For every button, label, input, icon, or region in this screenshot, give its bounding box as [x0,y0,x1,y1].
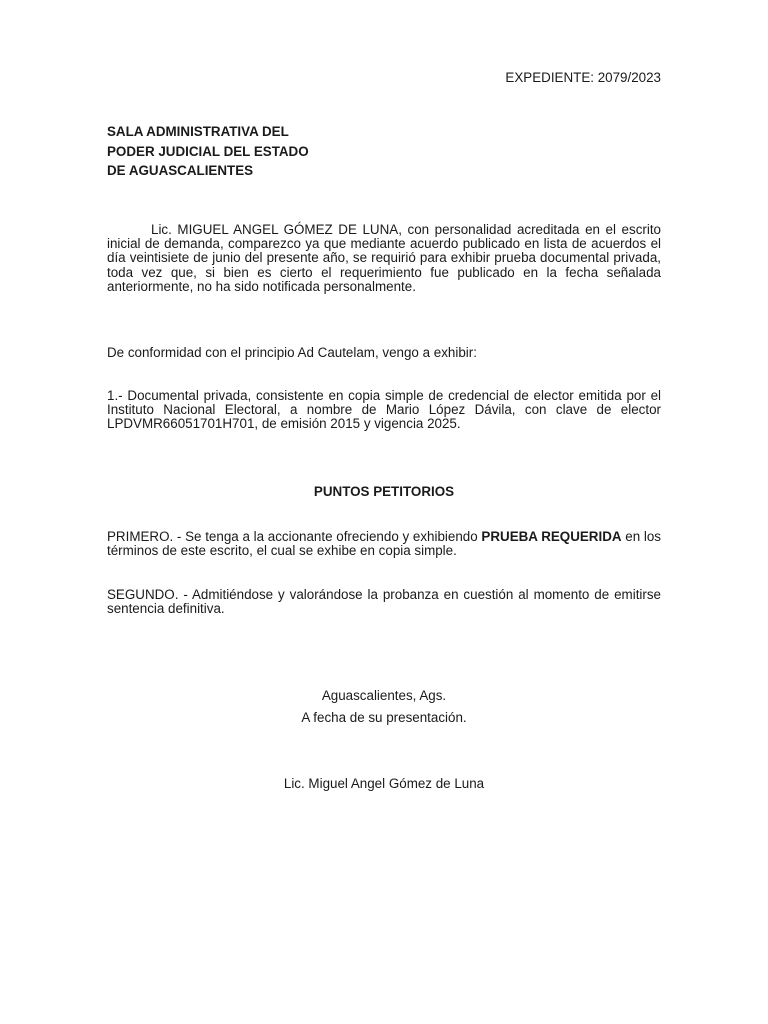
case-number: EXPEDIENTE: 2079/2023 [505,70,661,85]
closing-date: A fecha de su presentación. [301,710,467,725]
petition-primero-bold: PRUEBA REQUERIDA [481,529,622,544]
signature-name: Lic. Miguel Angel Gómez de Luna [283,776,485,791]
closing-city: Aguascalientes, Ags. [321,688,447,703]
intro-paragraph: Lic. MIGUEL ANGEL GÓMEZ DE LUNA, con personalidad acreditada en el escrito inicial de demanda, comparezco ya que mediante acuerdo publicado en lista de acuerdos el día veintisiete de junio del presente año, se requirió para exhibir prueba documental privada, toda vez que, si bien es cierto el requerimiento fue publicado en la fecha señalada anteriormente, no ha sido notificada personalmente. [107,222,661,294]
petition-primero [107,530,661,558]
addressee-block [107,122,309,181]
addressee-line-1: SALA ADMINISTRATIVA DEL [107,124,289,139]
petition-primero-text-end: en los términos de este escrito, el cual se exhibe en copia simple. [107,529,661,559]
petition-primero-text-start: PRIMERO. - Se tenga a la accionante ofreciendo y exhibiendo [107,529,482,544]
petitions-heading: PUNTOS PETITORIOS [313,484,455,499]
addressee-line-2: PODER JUDICIAL DEL ESTADO [107,143,309,159]
addressee-line-3: DE AGUASCALIENTES [107,163,254,178]
petition-segundo: SEGUNDO. - Admitiéndose y valorándose la probanza en cuestión al momento de emitirse sentencia definitiva. [107,587,661,617]
document-item-paragraph: 1.- Documental privada, consistente en copia simple de credencial de elector emitida por el Instituto Nacional Electoral, a nombre de Mario López Dávila, con clave de elector LPDVMR66051701H701, de emisión 2015 y vigencia 2025. [107,388,661,432]
cautelam-paragraph: De conformidad con el principio Ad Cautelam, vengo a exhibir: [107,345,477,360]
